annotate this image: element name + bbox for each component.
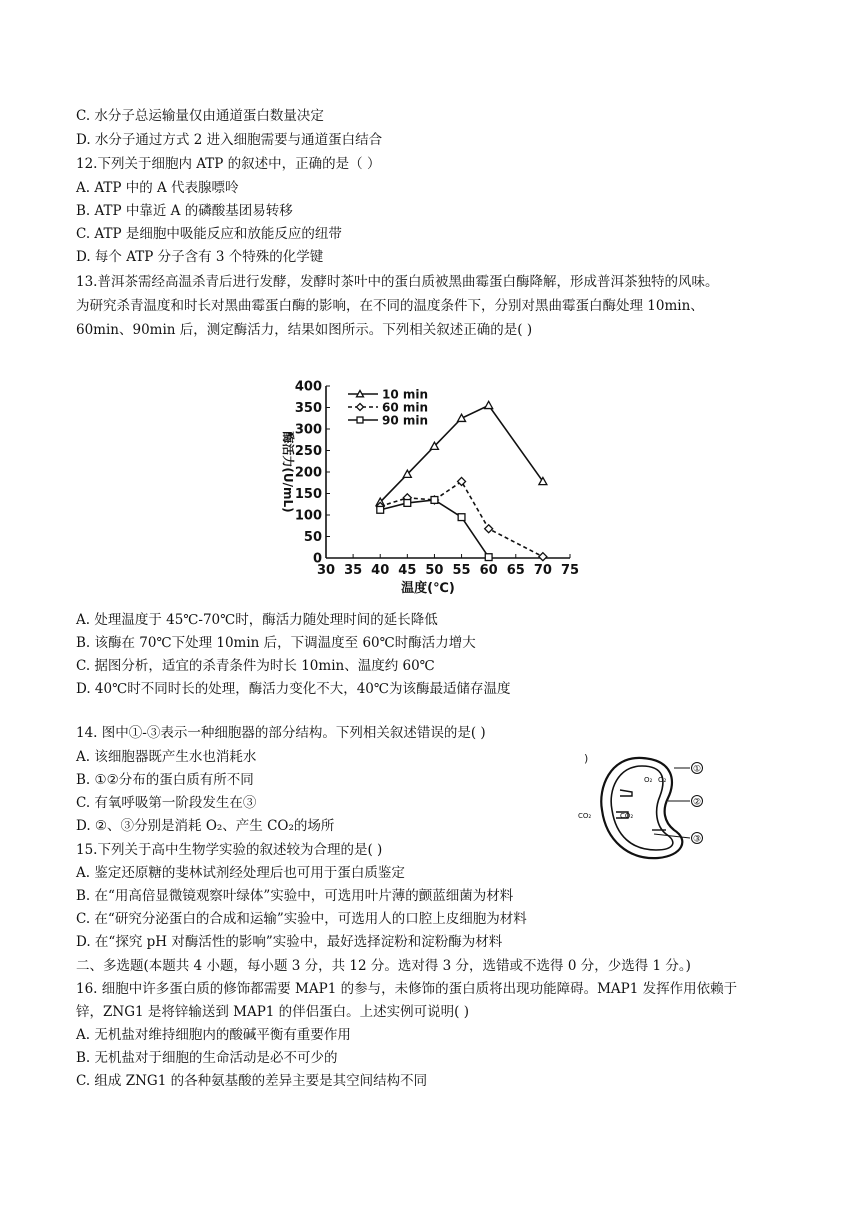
enzyme-activity-chart — [270, 374, 600, 604]
text-line-1: C. 水分子总运输量仅由通道蛋白数量决定 — [76, 108, 324, 124]
text-line-b-6: 二、多选题(本题共 4 小题，每小题 3 分，共 12 分。选对得 3 分，选错或不选得 0 分，少选得 1 分。) — [76, 958, 691, 974]
y-tick-label: 350 — [294, 401, 322, 416]
label-1: ① — [692, 764, 702, 775]
point-square — [357, 417, 363, 423]
x-tick-label: 70 — [533, 563, 552, 578]
q13-option-3: C. 据图分析，适宜的杀青条件为时长 10min、温度约 60℃ — [76, 658, 435, 674]
x-tick-label: 45 — [398, 563, 417, 578]
q14-line-2: A. 该细胞器既产生水也消耗水 — [76, 749, 257, 765]
point-square — [485, 554, 492, 561]
text-line-10: 60min、90min 后，测定酶活力，结果如图所示。下列相关叙述正确的是( ) — [76, 322, 533, 338]
point-square — [458, 514, 465, 521]
text-line-4: A. ATP 中的 A 代表腺嘌呤 — [76, 180, 239, 196]
q14-line-1: 14. 图中①-③表示一种细胞器的部分结构。下列相关叙述错误的是( ) — [76, 725, 486, 741]
label-2: ② — [692, 797, 702, 808]
legend-label: 90 min — [382, 413, 429, 428]
text-line-2: D. 水分子通过方式 2 进入细胞需要与通道蛋白结合 — [76, 132, 383, 148]
text-line-b-11: C. 组成 ZNG1 的各种氨基酸的差异主要是其空间结构不同 — [76, 1073, 428, 1089]
corner-mark: ) — [584, 752, 589, 765]
y-tick-label: 200 — [294, 465, 322, 481]
legend-entry-2 — [348, 414, 428, 428]
text-line-9: 为研究杀青温度和时长对黑曲霉蛋白酶的影响，在不同的温度条件下，分别对黑曲霉蛋白酶处理 10min、 — [76, 298, 704, 314]
co2-label-outer: CO₂ — [578, 812, 592, 820]
x-tick-label: 60 — [479, 563, 498, 578]
text-line-b-5: D. 在“探究 pH 对酶活性的影响”实验中，最好选择淀粉和淀粉酶为材料 — [76, 934, 503, 950]
y-tick-label: 250 — [294, 444, 322, 459]
y-tick-label: 400 — [294, 379, 322, 395]
point-diamond — [539, 553, 547, 561]
legend-label: 60 min — [382, 400, 429, 415]
text-line-b-10: B. 无机盐对于细胞的生命活动是必不可少的 — [76, 1050, 338, 1066]
point-square — [431, 497, 438, 504]
point-triangle — [485, 401, 493, 408]
text-line-8: 13.普洱茶需经高温杀青后进行发酵，发酵时茶叶中的蛋白质被黑曲霉蛋白酶降解，形成普洱茶独特的风味。 — [76, 274, 719, 290]
outer-membrane — [601, 758, 682, 858]
chart-legend — [348, 388, 428, 428]
q14-line-3: B. ①②分布的蛋白质有所不同 — [76, 772, 254, 788]
x-tick-label: 30 — [316, 563, 336, 578]
point-diamond — [485, 525, 493, 533]
crista-1 — [620, 790, 632, 796]
x-tick-label: 50 — [425, 563, 444, 578]
y-tick-label: 0 — [312, 551, 322, 567]
y-tick-label: 150 — [294, 487, 322, 502]
o2-label-right: O₂ — [658, 776, 667, 784]
q13-option-4: D. 40℃时不同时长的处理，酶活力变化不大，40℃为该酶最适储存温度 — [76, 681, 511, 697]
text-line-b-3: B. 在“用高倍显微镜观察叶绿体”实验中，可选用叶片薄的颤蓝细菌为材料 — [76, 888, 514, 904]
label-3: ③ — [692, 834, 702, 845]
x-tick-label: 40 — [371, 563, 390, 578]
text-line-b-9: A. 无机盐对维持细胞内的酸碱平衡有重要作用 — [76, 1027, 351, 1043]
x-tick-label: 55 — [452, 563, 471, 578]
x-tick-label: 75 — [560, 563, 580, 578]
text-line-b-7: 16. 细胞中许多蛋白质的修饰都需要 MAP1 的参与，未修饰的蛋白质将出现功能障碍。MAP1 发挥作用依赖于 — [76, 981, 738, 997]
legend-entry-1 — [348, 401, 428, 415]
series-line — [380, 500, 488, 557]
text-line-3: 12.下列关于细胞内 ATP 的叙述中，正确的是（ ） — [76, 156, 381, 172]
q13-option-2: B. 该酶在 70℃下处理 10min 后，下调温度至 60℃时酶活力增大 — [76, 635, 476, 651]
text-line-5: B. ATP 中靠近 A 的磷酸基团易转移 — [76, 203, 293, 219]
q14-line-5: D. ②、③分别是消耗 O₂、产生 CO₂的场所 — [76, 818, 335, 834]
q14-line-4: C. 有氧呼吸第一阶段发生在③ — [76, 795, 257, 811]
y-tick-label: 50 — [303, 530, 322, 545]
x-tick-label: 65 — [506, 563, 525, 578]
o2-label-left: O₂ — [644, 776, 653, 784]
text-line-b-1: 15.下列关于高中生物学实验的叙述较为合理的是( ) — [76, 842, 383, 858]
co2-label-inner: CO₂ — [620, 812, 634, 820]
x-tick-label: 35 — [344, 563, 363, 578]
point-square — [377, 506, 384, 513]
y-tick-label: 100 — [294, 508, 322, 524]
series-2 — [377, 497, 492, 561]
text-line-6: C. ATP 是细胞中吸能反应和放能反应的纽带 — [76, 226, 342, 242]
point-triangle — [357, 391, 364, 397]
y-tick-label: 300 — [294, 422, 322, 438]
point-square — [404, 500, 411, 507]
x-axis-label: 温度(℃) — [401, 581, 455, 596]
legend-label: 10 min — [382, 387, 429, 402]
mitochondrion-diagram — [570, 748, 720, 866]
chart-axes — [281, 380, 579, 597]
text-line-b-8: 锌，ZNG1 是将锌输送到 MAP1 的伴侣蛋白。上述实例可说明( ) — [76, 1004, 470, 1020]
y-axis-label: 酶活力(U/mL) — [281, 431, 295, 513]
legend-entry-0 — [348, 388, 428, 402]
point-diamond — [357, 404, 364, 411]
q13-option-1: A. 处理温度于 45℃-70℃时，酶活力随处理时间的延长降低 — [76, 612, 438, 628]
text-line-b-2: A. 鉴定还原糖的斐林试剂经处理后也可用于蛋白质鉴定 — [76, 865, 405, 881]
point-triangle — [458, 414, 466, 421]
text-line-7: D. 每个 ATP 分子含有 3 个特殊的化学键 — [76, 249, 324, 265]
text-line-b-4: C. 在“研究分泌蛋白的合成和运输”实验中，可选用人的口腔上皮细胞为材料 — [76, 911, 527, 927]
